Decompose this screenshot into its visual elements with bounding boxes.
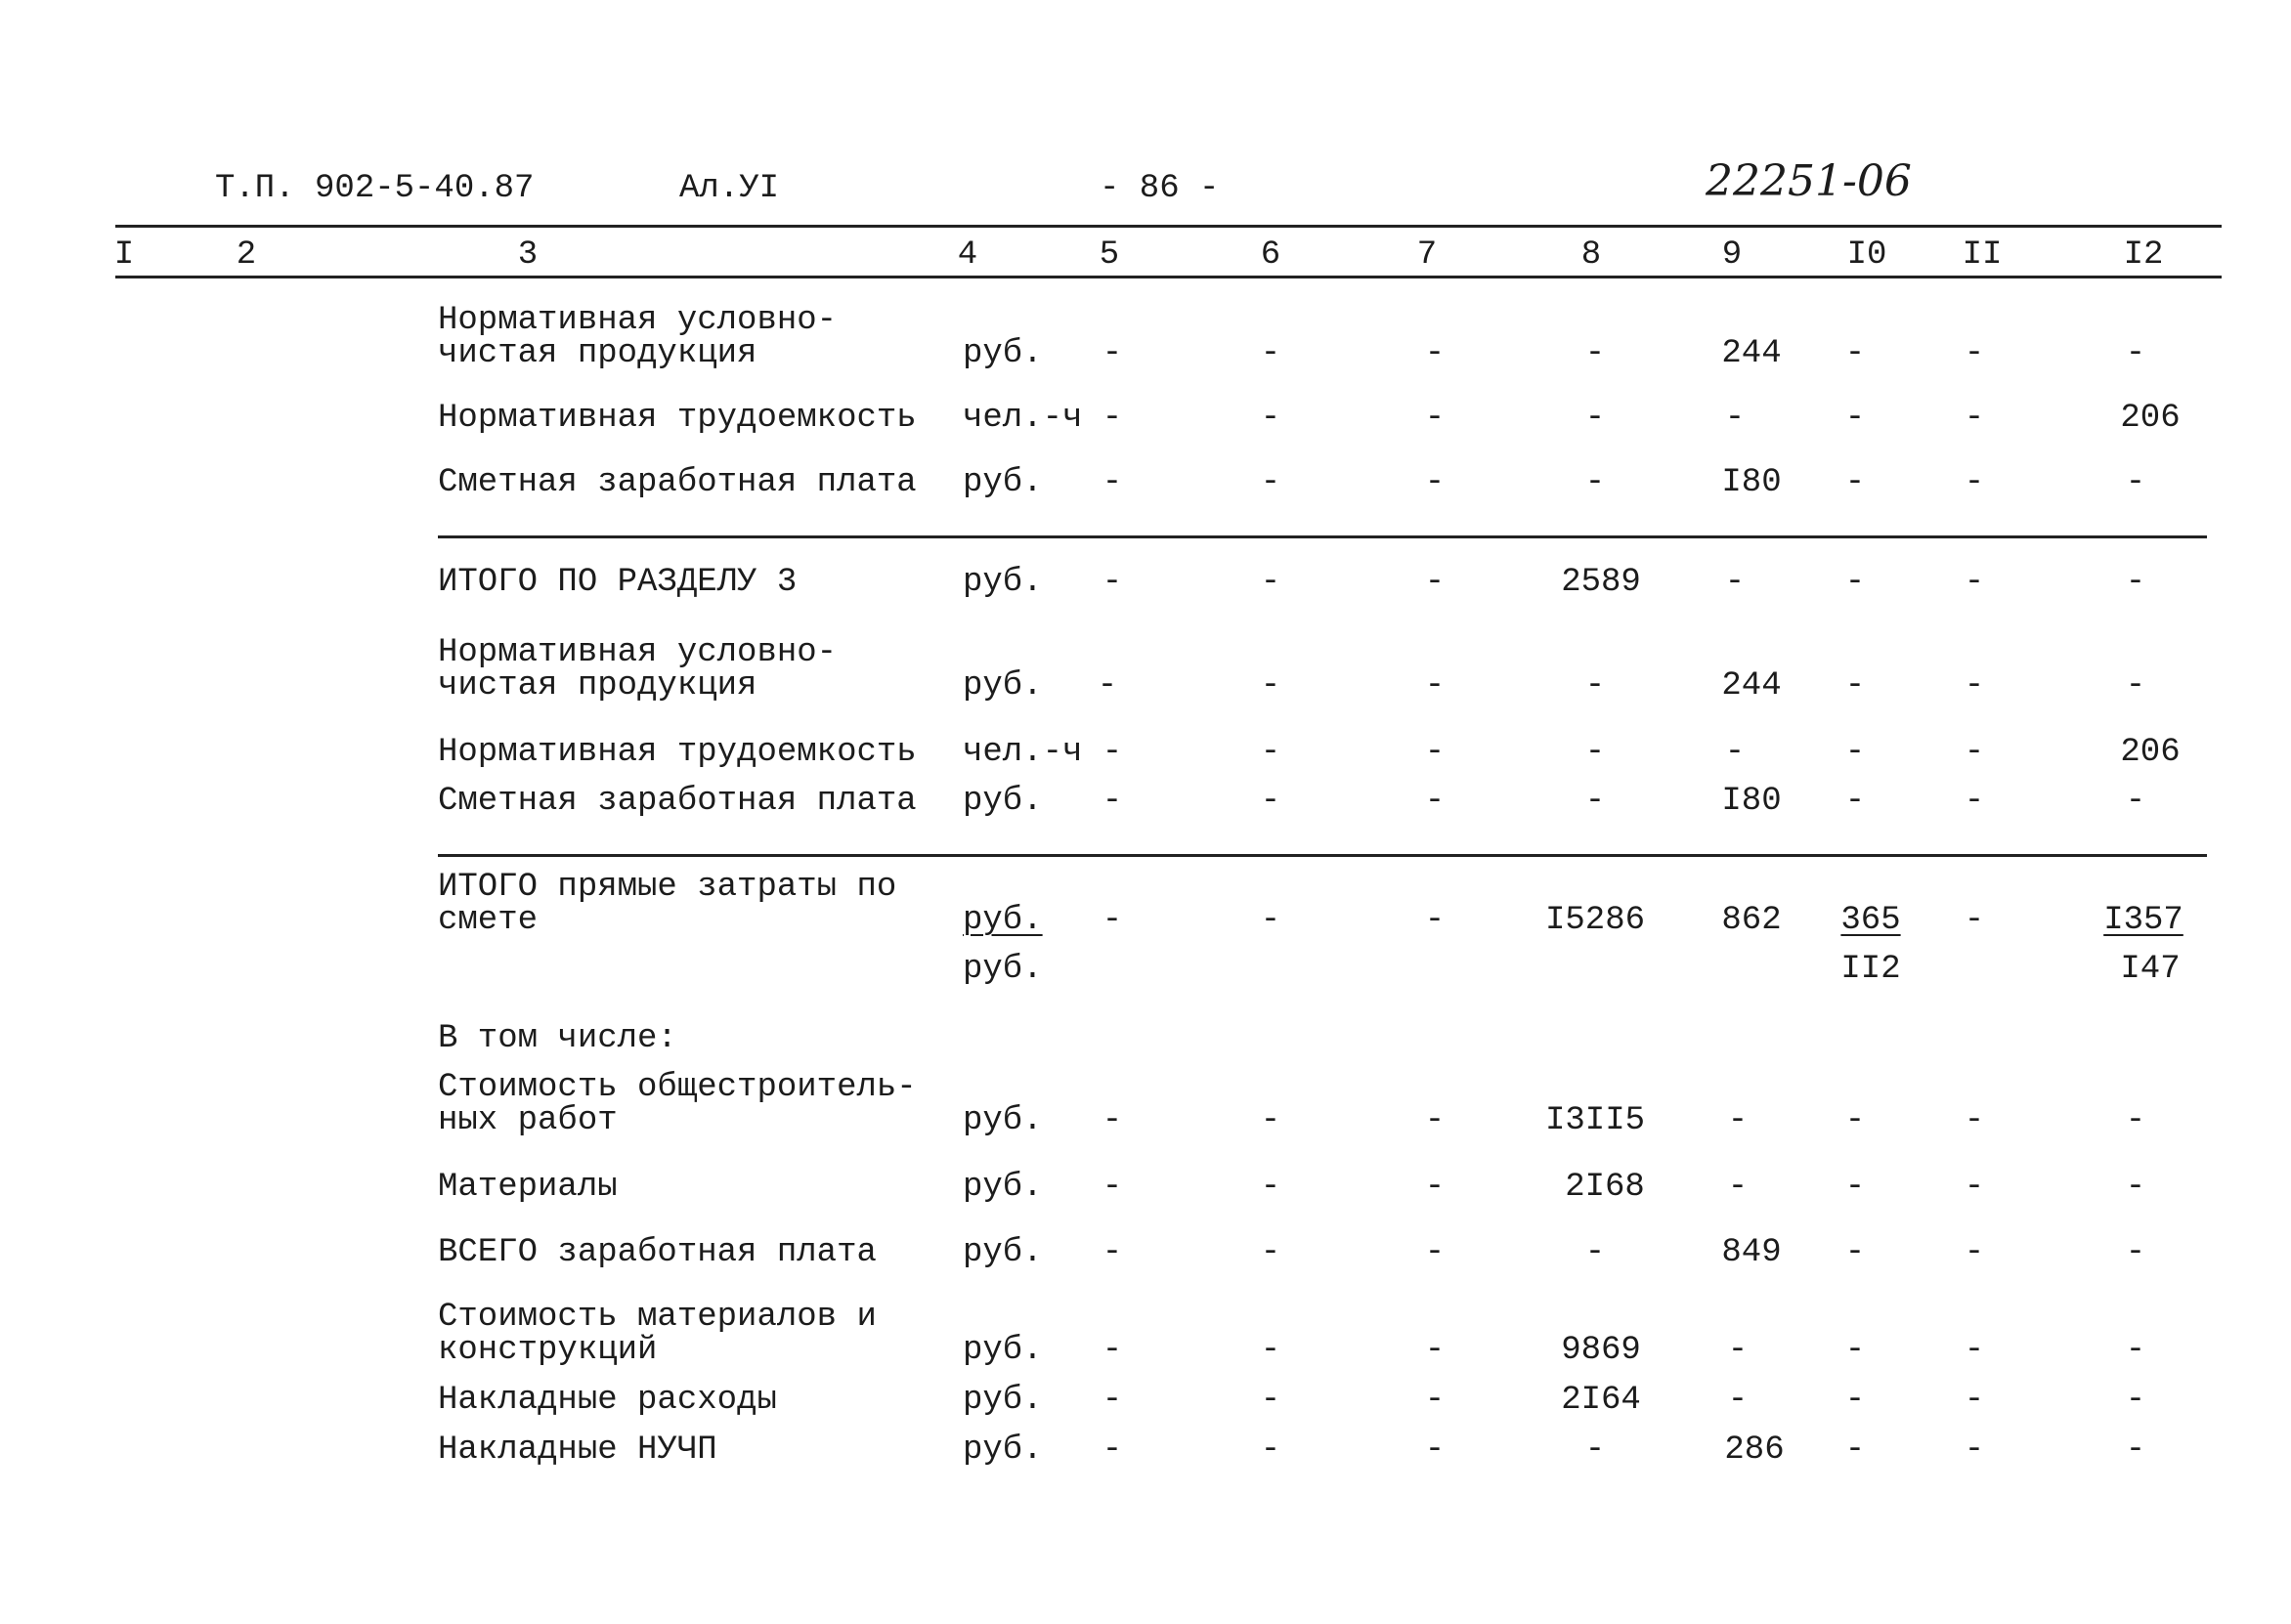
- row-label-line: Стоимость материалов и: [438, 1299, 877, 1336]
- cell-col10: -: [1844, 667, 1866, 705]
- cell-col8: I3II5: [1544, 1102, 1646, 1139]
- cell-col10: -: [1844, 1102, 1866, 1139]
- cell-col8: -: [1584, 1432, 1606, 1469]
- row-label-line: В том числе:: [438, 1020, 677, 1057]
- cell-col12: 206: [2120, 400, 2181, 437]
- cell-col5: -: [1102, 464, 1123, 501]
- row-label-line: Нормативная условно-: [438, 302, 838, 339]
- cell-col10: -: [1844, 335, 1866, 372]
- cell-col10: -: [1844, 464, 1866, 501]
- row-unit: чел.-ч: [963, 734, 1083, 771]
- column-header-9: 9: [1721, 236, 1743, 274]
- cell-col7: -: [1424, 1382, 1446, 1419]
- row-label-line: Стоимость общестроитель-: [438, 1069, 917, 1106]
- cell-col12: -: [2125, 1432, 2146, 1469]
- cell-col7: -: [1424, 1234, 1446, 1271]
- cell-col12: -: [2125, 667, 2146, 705]
- cell-col6: -: [1260, 564, 1281, 601]
- row-label-line: Накладные НУЧП: [438, 1432, 717, 1469]
- row-label-line: чистая продукция: [438, 667, 757, 705]
- cell-col6: -: [1260, 464, 1281, 501]
- cell-col11: -: [1964, 564, 1985, 601]
- cell-col11: -: [1964, 734, 1985, 771]
- cell-col5: -: [1102, 1102, 1123, 1139]
- cell-col7: -: [1424, 902, 1446, 939]
- cell-col6: -: [1260, 1382, 1281, 1419]
- row-label-line: чистая продукция: [438, 335, 757, 372]
- cell-col11: -: [1964, 1332, 1985, 1369]
- cell-col7: -: [1424, 667, 1446, 705]
- section-rule: [438, 535, 2207, 538]
- cell-col5: -: [1102, 335, 1123, 372]
- cell-col5: -: [1102, 1169, 1123, 1206]
- cell-col6: -: [1260, 1102, 1281, 1139]
- cell-col7: -: [1424, 1102, 1446, 1139]
- cell-col5: -: [1102, 734, 1123, 771]
- cell-col10: -: [1844, 1234, 1866, 1271]
- cell-col7: -: [1424, 1332, 1446, 1369]
- doc-code: Т.П. 902-5-40.87: [215, 170, 535, 207]
- cell-col12: 206: [2120, 734, 2181, 771]
- row-label-line: Нормативная трудоемкость: [438, 734, 917, 771]
- cell-col12: -: [2125, 783, 2146, 820]
- cell-col8: I5286: [1544, 902, 1646, 939]
- row-label-line: Материалы: [438, 1169, 618, 1206]
- cell-col11: -: [1964, 1234, 1985, 1271]
- cell-col10: 365: [1840, 902, 1901, 939]
- cell-col11: -: [1964, 667, 1985, 705]
- cell-col10: -: [1844, 400, 1866, 437]
- cell-col8: -: [1584, 335, 1606, 372]
- cell-col5: -: [1102, 783, 1123, 820]
- cell-col10: -: [1844, 1332, 1866, 1369]
- cell-col8: -: [1584, 783, 1606, 820]
- row-unit: руб.: [963, 564, 1043, 601]
- cell-col6: -: [1260, 667, 1281, 705]
- cell-col6: -: [1260, 1169, 1281, 1206]
- cell-col7: -: [1424, 335, 1446, 372]
- cell-col9: -: [1724, 564, 1746, 601]
- cell-col12-secondary: I47: [2120, 951, 2181, 988]
- header-bottom-rule: [115, 276, 2222, 278]
- cell-col9: I80: [1721, 783, 1782, 820]
- column-header-3: 3: [517, 236, 539, 274]
- cell-col11: -: [1964, 464, 1985, 501]
- cell-col12: -: [2125, 1332, 2146, 1369]
- column-header-2: 2: [236, 236, 257, 274]
- row-label-line: ИТОГО прямые затраты по: [438, 869, 897, 906]
- row-label-line: Накладные расходы: [438, 1382, 777, 1419]
- cell-col6: -: [1260, 783, 1281, 820]
- cell-col11: -: [1964, 1169, 1985, 1206]
- cell-col12: -: [2125, 464, 2146, 501]
- row-unit: руб.: [963, 783, 1043, 820]
- row-label-line: Сметная заработная плата: [438, 464, 917, 501]
- cell-col12: -: [2125, 1382, 2146, 1419]
- row-label-line: конструкций: [438, 1332, 658, 1369]
- cell-col8: -: [1584, 400, 1606, 437]
- cell-col8: 2589: [1561, 564, 1641, 601]
- cell-col9: 286: [1724, 1432, 1785, 1469]
- cell-col8: -: [1584, 1234, 1606, 1271]
- cell-col11: -: [1964, 1432, 1985, 1469]
- row-unit: руб.: [963, 464, 1043, 501]
- row-label-line: Нормативная условно-: [438, 634, 838, 671]
- cell-col11: -: [1964, 902, 1985, 939]
- cell-col6: -: [1260, 400, 1281, 437]
- cell-col6: -: [1260, 902, 1281, 939]
- row-unit: чел.-ч: [963, 400, 1083, 437]
- cell-col7: -: [1424, 564, 1446, 601]
- cell-col5: -: [1102, 564, 1123, 601]
- row-unit: руб.: [963, 335, 1043, 372]
- row-unit: руб.: [963, 1382, 1043, 1419]
- cell-col5: -: [1102, 902, 1123, 939]
- cell-col8: 2I64: [1561, 1382, 1641, 1419]
- cell-col10-secondary: II2: [1840, 951, 1901, 988]
- cell-col12: -: [2125, 335, 2146, 372]
- column-header-4: 4: [957, 236, 978, 274]
- cell-col9: 244: [1721, 335, 1782, 372]
- column-header-8: 8: [1580, 236, 1602, 274]
- column-header-11: II: [1962, 236, 2003, 274]
- row-unit: руб.: [963, 1102, 1043, 1139]
- cell-col12: -: [2125, 1234, 2146, 1271]
- cell-col9: -: [1727, 1169, 1749, 1206]
- column-header-7: 7: [1416, 236, 1438, 274]
- cell-col7: -: [1424, 783, 1446, 820]
- archive-number: 22251-06: [1706, 156, 1912, 206]
- cell-col12: -: [2125, 564, 2146, 601]
- cell-col10: -: [1844, 1382, 1866, 1419]
- cell-col9: 849: [1721, 1234, 1782, 1271]
- column-header-1: I: [113, 236, 135, 274]
- cell-col8: -: [1584, 734, 1606, 771]
- cell-col9: 244: [1721, 667, 1782, 705]
- cell-col5: -: [1102, 1234, 1123, 1271]
- cell-col7: -: [1424, 400, 1446, 437]
- row-unit: руб.: [963, 667, 1043, 705]
- row-unit: руб.: [963, 1332, 1043, 1369]
- cell-col7: -: [1424, 1432, 1446, 1469]
- cell-col8: 2I68: [1565, 1169, 1645, 1206]
- cell-col11: -: [1964, 1382, 1985, 1419]
- cell-col8: -: [1584, 667, 1606, 705]
- row-label-line: Сметная заработная плата: [438, 783, 917, 820]
- cell-col7: -: [1424, 734, 1446, 771]
- cell-col9: -: [1727, 1102, 1749, 1139]
- cell-col5: -: [1102, 400, 1123, 437]
- cell-col11: -: [1964, 1102, 1985, 1139]
- column-header-10: I0: [1846, 236, 1887, 274]
- row-label-line: смете: [438, 902, 539, 939]
- sheet-label: Ал.УI: [679, 170, 780, 207]
- row-unit: руб.: [963, 1432, 1043, 1469]
- cell-col6: -: [1260, 1234, 1281, 1271]
- cell-col9: -: [1724, 734, 1746, 771]
- cell-col11: -: [1964, 400, 1985, 437]
- cell-col5: -: [1102, 1332, 1123, 1369]
- cell-col5: -: [1102, 1382, 1123, 1419]
- row-unit: руб.: [963, 1169, 1043, 1206]
- row-label-line: ИТОГО ПО РАЗДЕЛУ 3: [438, 564, 798, 601]
- cell-col6: -: [1260, 734, 1281, 771]
- cell-col10: -: [1844, 734, 1866, 771]
- cell-col10: -: [1844, 564, 1866, 601]
- cell-col12: I357: [2103, 902, 2183, 939]
- row-label-line: Нормативная трудоемкость: [438, 400, 917, 437]
- cell-col11: -: [1964, 335, 1985, 372]
- column-header-6: 6: [1260, 236, 1281, 274]
- cell-col9: -: [1727, 1382, 1749, 1419]
- column-header-5: 5: [1099, 236, 1120, 274]
- cell-col7: -: [1424, 464, 1446, 501]
- header-top-rule: [115, 225, 2222, 228]
- cell-col12: -: [2125, 1102, 2146, 1139]
- cell-col6: -: [1260, 1432, 1281, 1469]
- page-number: - 86 -: [1100, 170, 1220, 207]
- section-rule: [438, 854, 2207, 857]
- row-unit: руб.: [963, 1234, 1043, 1271]
- cell-col6: -: [1260, 1332, 1281, 1369]
- cell-col9: -: [1724, 400, 1746, 437]
- cell-col10: -: [1844, 783, 1866, 820]
- cell-col8: 9869: [1561, 1332, 1641, 1369]
- cell-col5: -: [1102, 1432, 1123, 1469]
- row-unit: руб.: [963, 902, 1043, 939]
- cell-col10: -: [1844, 1169, 1866, 1206]
- cell-col11: -: [1964, 783, 1985, 820]
- cell-col6: -: [1260, 335, 1281, 372]
- row-label-line: ВСЕГО заработная плата: [438, 1234, 877, 1271]
- cell-col9: 862: [1721, 902, 1782, 939]
- row-unit-secondary: руб.: [963, 951, 1043, 988]
- cell-col7: -: [1424, 1169, 1446, 1206]
- cell-col8: -: [1584, 464, 1606, 501]
- column-header-12: I2: [2123, 236, 2164, 274]
- row-label-line: ных работ: [438, 1102, 618, 1139]
- cell-col9: -: [1727, 1332, 1749, 1369]
- cell-col9: I80: [1721, 464, 1782, 501]
- cell-col10: -: [1844, 1432, 1866, 1469]
- cell-col5: -: [1097, 667, 1118, 705]
- cell-col12: -: [2125, 1169, 2146, 1206]
